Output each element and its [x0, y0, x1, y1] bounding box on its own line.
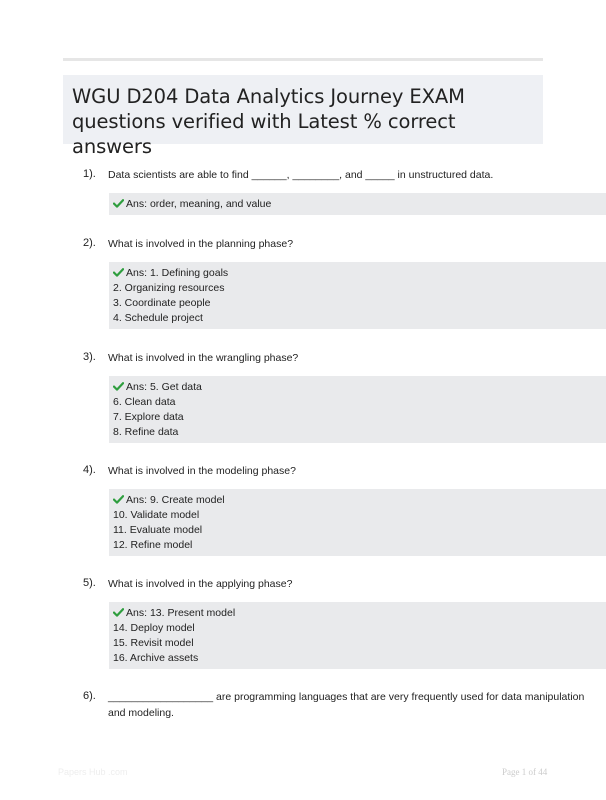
answer-line: 7. Explore data: [113, 411, 184, 423]
question-text: What is involved in the modeling phase?: [108, 465, 296, 477]
question-number: 4).: [83, 464, 96, 476]
check-icon: [113, 495, 124, 504]
answer-line: Ans: order, meaning, and value: [113, 197, 606, 212]
answer-line: 12. Refine model: [113, 539, 193, 551]
answer-line: 11. Evaluate model: [113, 524, 203, 536]
answer-line: 15. Revisit model: [113, 637, 194, 649]
answer-line: 6. Clean data: [113, 396, 176, 408]
question-text: __________________ are programming languages that are very frequently used for data manipulation and modeling.: [108, 691, 585, 719]
title-banner: [63, 75, 543, 158]
answer-line: 2. Organizing resources: [113, 282, 225, 294]
answer-line: 14. Deploy model: [113, 622, 195, 634]
answer-line: Ans: 13. Present model: [113, 606, 606, 621]
answer-line: Ans: 9. Create model: [113, 493, 606, 508]
document-title: WGU D204 Data Analytics Journey EXAM questions verified with Latest % correct answers: [72, 85, 465, 158]
answer-box: [109, 489, 606, 556]
answer-line: 4. Schedule project: [113, 312, 203, 324]
answer-box: [109, 376, 606, 443]
check-icon: [113, 382, 124, 391]
answer-line: 10. Validate model: [113, 509, 200, 521]
answer-line: 16. Archive assets: [113, 652, 199, 664]
page-number: Page 1 of 44: [502, 767, 548, 777]
footer-watermark: Papers Hub .com: [58, 767, 128, 777]
question-text: What is involved in the applying phase?: [108, 578, 293, 590]
check-icon: [113, 199, 124, 208]
answer-line: 3. Coordinate people: [113, 297, 211, 309]
question-number: 6).: [83, 690, 96, 702]
question-number: 1).: [83, 168, 96, 180]
answer-box: [109, 262, 606, 329]
check-icon: [113, 268, 124, 277]
answer-box: [109, 602, 606, 669]
check-icon: [113, 608, 124, 617]
question-text: What is involved in the wrangling phase?: [108, 352, 299, 364]
top-divider: [63, 58, 543, 61]
question-number: 2).: [83, 237, 96, 249]
answer-line: Ans: 1. Defining goals: [113, 266, 606, 281]
answer-box: [109, 193, 606, 215]
question-number: 5).: [83, 577, 96, 589]
answer-line: 8. Refine data: [113, 426, 179, 438]
question-text: Data scientists are able to find ______, ________, and _____ in unstructured data.: [108, 169, 494, 181]
question-text: What is involved in the planning phase?: [108, 238, 294, 250]
question-number: 3).: [83, 351, 96, 363]
answer-line: Ans: 5. Get data: [113, 380, 606, 395]
